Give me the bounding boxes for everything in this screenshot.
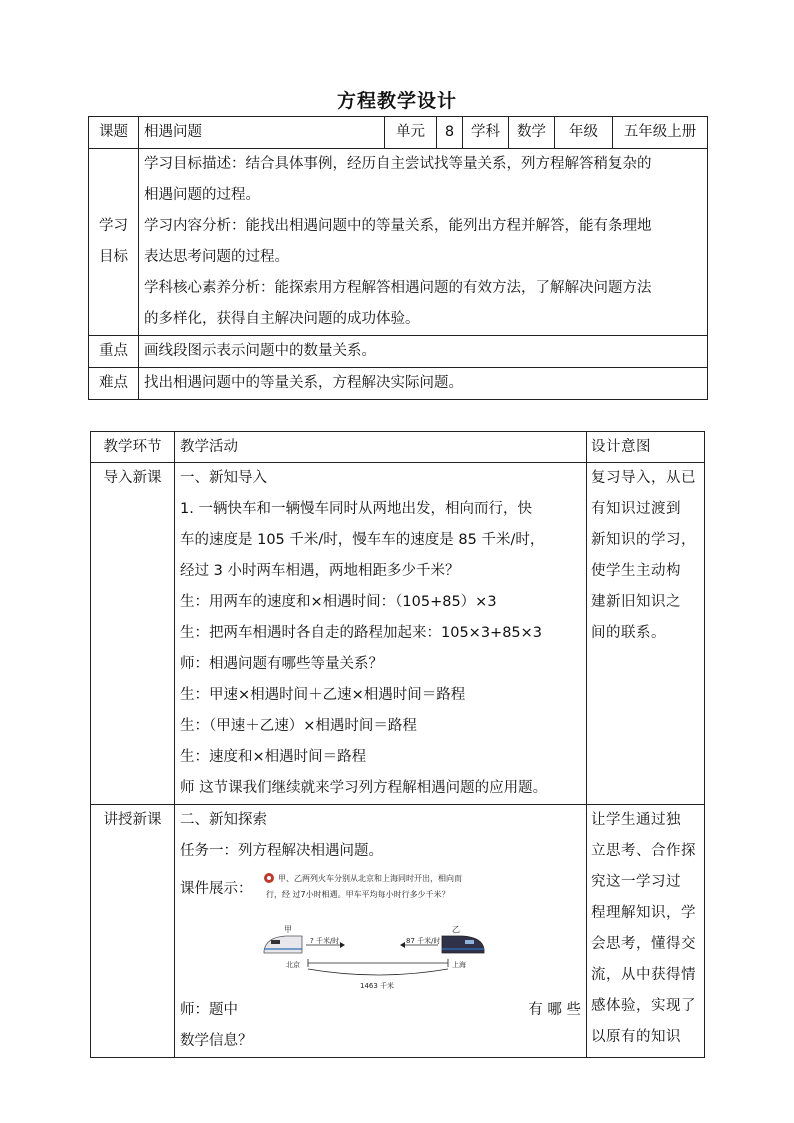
- grade-label: 年级: [555, 117, 613, 149]
- intent-line: 究这一学习过: [591, 874, 681, 890]
- intent-line: 流，从中获得情: [591, 967, 696, 983]
- activity-line: 生：甲速×相遇时间＋乙速×相遇时间＝路程: [180, 687, 466, 703]
- lesson-label: 课题: [89, 117, 139, 149]
- goals-line: 的多样化，获得自主解决问题的成功体验。: [144, 311, 420, 327]
- goals-line: 学习内容分析：能找出相遇问题中的等量关系，能列出方程并解答，能有条理地: [144, 218, 652, 234]
- teaching-plan-table: [90, 431, 705, 1058]
- intent-intro: [587, 463, 705, 805]
- lesson-value: 相遇问题: [139, 117, 385, 149]
- meeting-problem-diagram: [262, 869, 502, 993]
- intent-line: 以原有的知识: [591, 1029, 681, 1045]
- activity-intro: [175, 463, 587, 805]
- goals-line: 表达思考问题的过程。: [144, 249, 289, 265]
- speed-b-arrow-head: [400, 942, 405, 948]
- activity-line: 任务一：列方程解决相遇问题。: [180, 843, 383, 859]
- unit-label: 单元: [385, 117, 437, 149]
- unit-value: 8: [437, 117, 463, 149]
- goals-label-line-1: 学习: [99, 218, 128, 234]
- activity-line: 车的速度是 105 千米/时，慢车车的速度是 85 千米/时，: [180, 532, 545, 548]
- train-b-label: 乙: [452, 925, 460, 934]
- question-part-1: 师：题中: [180, 1002, 238, 1018]
- problem-text-line-2: 行，经 过7小时相遇。甲车平均每小时行多少千米？: [266, 890, 450, 899]
- subject-label: 学科: [463, 117, 509, 149]
- train-logo-icon: [264, 873, 274, 883]
- intent-line: 使学生主动构: [591, 563, 681, 579]
- distance-label: 1463 千米: [360, 982, 395, 990]
- difficulty-row: [89, 368, 708, 400]
- speed-a-label: ? 千米/时: [310, 937, 340, 945]
- intent-line: 让学生通过独: [591, 812, 681, 828]
- train-b-icon: [442, 936, 484, 953]
- intent-line: 间的联系。: [591, 625, 666, 641]
- intent-line: 新知识的学习，: [591, 532, 696, 548]
- activity-line: 生：把两车相遇时各自走的路程加起来：105×3+85×3: [180, 625, 543, 641]
- activity-line: 生：速度和×相遇时间＝路程: [180, 749, 367, 765]
- activity-line: 经过 3 小时两车相遇，两地相距多少千米？: [180, 563, 460, 579]
- distance-brace: [308, 969, 448, 975]
- activity-line: 1. 一辆快车和一辆慢车同时从两地出发，相向而行，快: [180, 501, 532, 517]
- key-point-row: [89, 336, 708, 368]
- lesson-info-table: [88, 116, 708, 400]
- key-point-value: 画线段图示表示问题中的数量关系。: [139, 336, 708, 368]
- subject-value: 数学: [509, 117, 555, 149]
- intent-line: 会思考，懂得交: [591, 936, 696, 952]
- goals-content: [139, 149, 708, 336]
- goals-line: 学科核心素养分析：能探索用方程解答相遇问题的有效方法，了解解决问题方法: [144, 280, 652, 296]
- lesson-row: [89, 117, 708, 149]
- question-part-3: 数学信息？: [180, 1033, 253, 1049]
- header-stage: 教学环节: [91, 432, 175, 463]
- intent-line: 程理解知识，学: [591, 905, 696, 921]
- difficulty-label: 难点: [89, 368, 139, 400]
- plan-row-intro: [91, 463, 705, 805]
- page-title: 方程教学设计: [336, 90, 457, 112]
- courseware-figure: [180, 867, 581, 995]
- intent-line: 感体验，实现了: [591, 998, 696, 1014]
- activity-line: 师 这节课我们继续就来学习列方程解相遇问题的应用题。: [180, 780, 548, 796]
- intent-line: 建新旧知识之: [591, 594, 681, 610]
- grade-value: 五年级上册: [613, 117, 708, 149]
- question-line: [180, 995, 581, 1026]
- plan-row-teaching: [91, 805, 705, 1058]
- activity-teaching: [175, 805, 587, 1058]
- plan-header-row: [91, 432, 705, 463]
- header-activity: 教学活动: [175, 432, 587, 463]
- goals-line: 学习目标描述：结合具体事例，经历自主尝试找等量关系，列方程解答稍复杂的: [144, 156, 652, 172]
- intent-line: 复习导入，从已: [591, 470, 696, 486]
- city-b-label: 上海: [452, 961, 466, 969]
- speed-b-label: 87 千米/时: [406, 937, 441, 945]
- train-a-label: 甲: [284, 925, 292, 934]
- courseware-label: 课件展示：: [180, 881, 253, 897]
- activity-line: 一、新知导入: [180, 470, 267, 486]
- goals-row: [89, 149, 708, 336]
- intent-line: 有知识过渡到: [591, 501, 681, 517]
- activity-line: 生：用两车的速度和×相遇时间：（105+85）×3: [180, 594, 497, 610]
- question-part-2: 有 哪 些: [528, 1002, 581, 1018]
- goals-label: [89, 149, 139, 336]
- header-intent: 设计意图: [587, 432, 705, 463]
- activity-line: 生：（甲速＋乙速）×相遇时间＝路程: [180, 718, 417, 734]
- speed-a-arrow-head: [340, 942, 345, 948]
- goals-label-line-2: 目标: [99, 249, 128, 265]
- stage-teaching: 讲授新课: [91, 805, 175, 1058]
- city-a-label: 北京: [286, 961, 300, 969]
- intent-teaching: [587, 805, 705, 1058]
- intent-line: 立思考、合作探: [591, 843, 696, 859]
- stage-intro: 导入新课: [91, 463, 175, 805]
- key-point-label: 重点: [89, 336, 139, 368]
- goals-line: 相遇问题的过程。: [144, 187, 260, 203]
- activity-line: 二、新知探索: [180, 812, 267, 828]
- activity-line: 师：相遇问题有哪些等量关系？: [180, 656, 383, 672]
- problem-text-line-1: 甲、乙两列火车分别从北京和上海同时开出，相向而: [278, 874, 462, 883]
- train-a-icon: [264, 936, 302, 953]
- difficulty-value: 找出相遇问题中的等量关系，方程解决实际问题。: [139, 368, 708, 400]
